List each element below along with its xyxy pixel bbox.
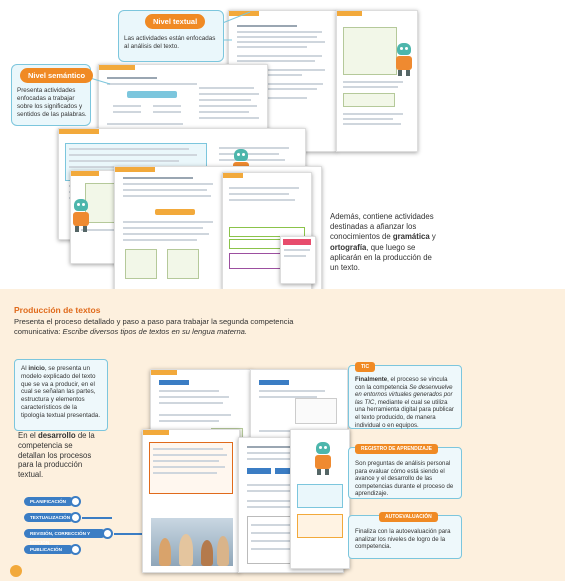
- produccion-section: [0, 289, 565, 581]
- autoevaluacion-text: Finaliza con la autoevaluación para analizar los niveles de logro de la competencia.: [355, 528, 451, 551]
- produccion-intro: Presenta el proceso detallado y paso a paso para trabajar la segunda competencia comunicativa: Escribe diversos tipos de textos en su lengua materna.: [14, 317, 294, 336]
- callout-nivel-semantico: [11, 64, 91, 126]
- step-planificacion: PLANIFICACIÓN: [24, 497, 74, 506]
- desarrollo-text: En el desarrollo de la competencia se detallan los procesos para la producción textual.: [18, 431, 95, 480]
- metacognicion-box: [348, 447, 462, 499]
- nivel-semantico-label: Nivel semántico: [20, 68, 93, 83]
- step-textualizacion: TEXTUALIZACIÓN: [24, 513, 74, 522]
- inicio-box: Al inicio, se presenta un modelo explicado del texto que se va a producir, en el cual se señalan las partes, estructura y elementos característicos de la tipología textual presentada.: [14, 359, 108, 431]
- nivel-semantico-text: Presenta actividades enfocadas a trabajar sobre los significados y sentidos de las palabras.: [17, 87, 87, 118]
- tic-tag: TIC: [355, 362, 375, 372]
- production-page-right-main: [290, 429, 350, 569]
- nivel-textual-text: Las actividades están enfocadas al análisis del texto.: [124, 35, 216, 50]
- grammar-note: Además, contiene actividades destinadas a afianzar los conocimientos de gramática y ortografía, que luego se aplicarán en la producción de un texto.: [330, 212, 436, 273]
- autoevaluacion-tag: AUTOEVALUACIÓN: [379, 512, 438, 522]
- nivel-textual-label: Nivel textual: [145, 14, 205, 29]
- metacognicion-text: Son preguntas de análisis personal para evaluar cómo está siendo el avance y el desarrollo de las competencias durante el proceso de aprendizaje.: [355, 460, 454, 498]
- decorative-sun: [10, 565, 22, 577]
- step-revision: REVISIÓN, CORRECCIÓN Y EDICIÓN: [24, 529, 106, 538]
- autoevaluacion-box: [348, 515, 462, 559]
- metacognicion-tag: REGISTRO DE APRENDIZAJE: [355, 444, 438, 454]
- callout-nivel-textual: [118, 10, 224, 62]
- step-publicacion: PUBLICACIÓN: [24, 545, 74, 554]
- production-page-left: [142, 429, 240, 573]
- produccion-heading: Producción de textos: [14, 305, 101, 315]
- tic-box: TIC Finalmente, el proceso se vincula con la competencia Se desenvuelve en entornos virtuales generados por las TIC, mediante el cual se utiliza una herramienta digital para publicar el texto producido, de manera individual o en equipos.: [348, 365, 462, 429]
- classroom-photo: [151, 518, 233, 566]
